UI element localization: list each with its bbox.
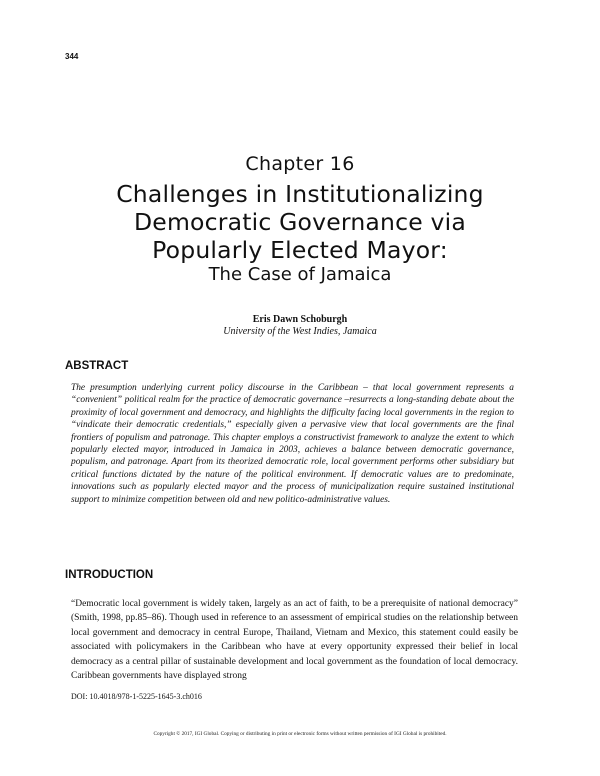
introduction-heading: INTRODUCTION [65, 569, 154, 581]
copyright-notice: Copyright © 2017, IGI Global. Copying or distributing in print or electronic forms without written permission of IGI Global is prohibited. [153, 731, 447, 737]
abstract-heading: ABSTRACT [65, 360, 129, 372]
chapter-title [40, 180, 560, 264]
author-name: Eris Dawn Schoburgh [252, 314, 348, 325]
title-line: Popularly Elected Mayor: [152, 236, 448, 264]
abstract-text: The presumption underlying current policy discourse in the Caribbean – that local government represents a “convenient” political realm for the practice of democratic governance –resurrects a long-standing debate about the proximity of local government and democracy, and highlights the difficulty facing local governments in the region to “vindicate their democratic credentials,” especially given a pervasive view that local governments are the final frontiers of populism and patronage. This chapter employs a constructivist framework to analyze the extent to which popularly elected mayor, introduced in Jamaica in 2003, achieves a balance between democratic governance, populism, and patronage. Apart from its theorized democratic role, local government performs other subsidiary but critical functions dictated by the nature of the political environment. If democratic values are to predominate, innovations such as popularly elected mayor and the process of municipalization require sustained institutional support to minimize competition between old and new politico-administrative values. [71, 383, 514, 505]
author-affiliation: University of the West Indies, Jamaica [223, 326, 377, 337]
doi: DOI: 10.4018/978-1-5225-1645-3.ch016 [71, 692, 202, 701]
chapter-label: Chapter 16 [245, 153, 355, 175]
chapter-subtitle: The Case of Jamaica [208, 264, 392, 285]
page-number: 344 [65, 52, 79, 61]
title-line: Democratic Governance via [133, 208, 466, 236]
introduction-text: “Democratic local government is widely taken, largely as an act of faith, to be a prerequisite of national democracy” (Smith, 1998, pp.85–86). Though used in reference to an assessment of empirical studies on the relationship between local government and democracy in central Europe, Thailand, Vietnam and Mexico, this statement could easily be associated with policymakers in the Caribbean who have at every opportunity expressed their belief in local democracy as a central pillar of sustainable development and local government as the foundation of local democracy. Caribbean governments have displayed strong [71, 599, 518, 682]
title-line: Challenges in Institutionalizing [116, 180, 484, 208]
